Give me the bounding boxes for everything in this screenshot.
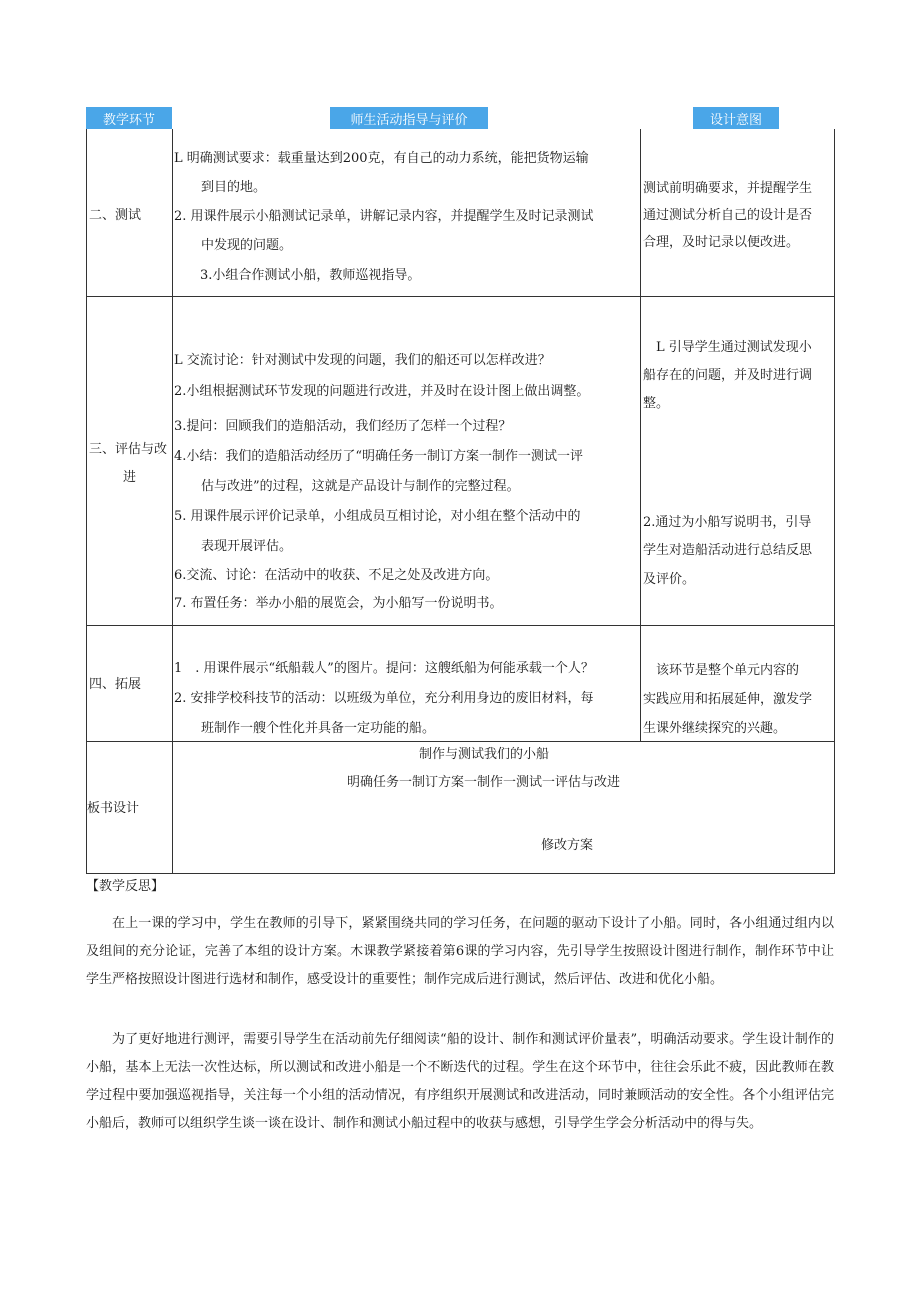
intent-line: 测试前明确要求，并提醒学生	[643, 181, 813, 196]
activity-line: 4.小结：我们的造船活动经历了“明确任务一制订方案一制作一测试一评	[174, 449, 584, 464]
stage-board: 板书设计	[87, 801, 140, 816]
row-divider-3	[86, 741, 835, 742]
board-title: 制作与测试我们的小船	[419, 747, 550, 762]
header-activities: 师生活动指导与评价	[330, 107, 488, 129]
board-note: 修改方案	[541, 838, 594, 853]
activity-line: 7. 布置任务：举办小船的展览会，为小船写一份说明书。	[174, 596, 503, 611]
activity-line: L 交流讨论：针对测试中发现的问题，我们的船还可以怎样改进？	[174, 353, 551, 368]
activity-line: 1 . 用课件展示“纸船载人”的图片。提问：这艘纸船为何能承载一个人？	[174, 661, 594, 676]
activity-line: 3.小组合作测试小船，教师巡视指导。	[200, 268, 421, 283]
intent-line: 该环节是整个单元内容的	[656, 663, 800, 678]
board-flow: 明确任务一制订方案一制作一测试一评估与改进	[347, 775, 621, 790]
activity-line: 2. 用课件展示小船测试记录单，讲解记录内容，并提醒学生及时记录测试	[174, 209, 594, 224]
table-border-bottom	[86, 873, 835, 874]
activity-line: 5. 用课件展示评价记录单，小组成员互相讨论，对小组在整个活动中的	[174, 509, 581, 524]
stage-extend: 四、拓展	[89, 677, 142, 692]
activity-line: 2.小组根据测试环节发现的问题进行改进，并及时在设计图上做出调整。	[174, 384, 590, 399]
intent-line: 实践应用和拓展延伸，激发学	[643, 692, 813, 707]
stage-evaluate-cont: 进	[123, 470, 137, 485]
table-divider-2	[640, 129, 641, 741]
reflection-paragraph-1: 在上一课的学习中，学生在教师的引导下，紧紧围绕共同的学习任务，在问题的驱动下设计了小船。同时，各小组通过组内以及组间的充分论证，完善了本组的设计方案。木课教学紧接着第6课的学习内容，先引导学生按照设计图进行制作，制作环节中让学生严格按照设计图进行选材和制作，感受设计的重要性；制作完成后进行测试，然后评估、改进和优化小船。	[86, 916, 834, 987]
header-intent: 设计意图	[693, 107, 779, 129]
intent-line: 2.通过为小船写说明书，引导	[643, 515, 812, 530]
stage-evaluate: 三、评估与改	[89, 442, 168, 457]
activity-line: 班制作一艘个性化并具备一定功能的船。	[201, 721, 436, 736]
activity-line: 3.提问：回顾我们的造船活动，我们经历了怎样一个过程？	[174, 419, 512, 434]
table-border-left	[86, 129, 87, 874]
stage-test: 二、测试	[89, 208, 142, 223]
intent-line: 学生对造船活动进行总结反思	[643, 543, 813, 558]
intent-line: 整。	[643, 396, 670, 411]
activity-line: L 明确测试要求：载重量达到200克，有自己的动力系统，能把货物运输	[174, 151, 589, 166]
intent-line: L 引导学生通过测试发现小	[656, 340, 812, 355]
activity-line: 中发现的问题。	[201, 238, 293, 253]
activity-line: 6.交流、讨论：在活动中的收获、不足之处及改进方向。	[174, 568, 499, 583]
intent-line: 及评价。	[643, 572, 696, 587]
reflection-heading: 【教学反思】	[86, 879, 165, 894]
reflection-paragraph-2: 为了更好地进行测评，需要引导学生在活动前先仔细阅读“船的设计、制作和测试评价量表”，明确活动要求。学生设计制作的小船，基本上无法一次性达标，所以测试和改进小船是一个不断迭代的过程。学生在这个环节中，往往会乐此不疲，因此教师在教学过程中要加强巡视指导，关注每一个小组的活动情况，有序组织开展测试和改进活动，同时兼顾活动的安全性。各个小组评估完小船后，教师可以组织学生谈一谈在设计、制作和测试小船过程中的收获与感想，引导学生学会分析活动中的得与失。	[86, 1032, 834, 1131]
intent-line: 船存在的问题，并及时进行调	[643, 368, 813, 383]
intent-line: 合理，及时记录以便改进。	[643, 235, 800, 250]
intent-line: 生课外继续探究的兴趣。	[643, 721, 787, 736]
row-divider-2	[86, 625, 835, 626]
intent-line: 通过测试分析自己的设计是否	[643, 208, 813, 223]
table-border-right	[834, 129, 835, 874]
row-divider-1	[86, 296, 835, 297]
header-stage: 教学环节	[86, 107, 172, 129]
table-divider-1	[172, 129, 173, 874]
activity-line: 2. 安排学校科技节的活动：以班级为单位，充分利用身边的废旧材料，每	[174, 691, 594, 706]
activity-line: 表现开展评估。	[201, 539, 293, 554]
activity-line: 到目的地。	[201, 180, 267, 195]
activity-line: 估与改进”的过程，这就是产品设计与制作的完整过程。	[201, 479, 520, 494]
